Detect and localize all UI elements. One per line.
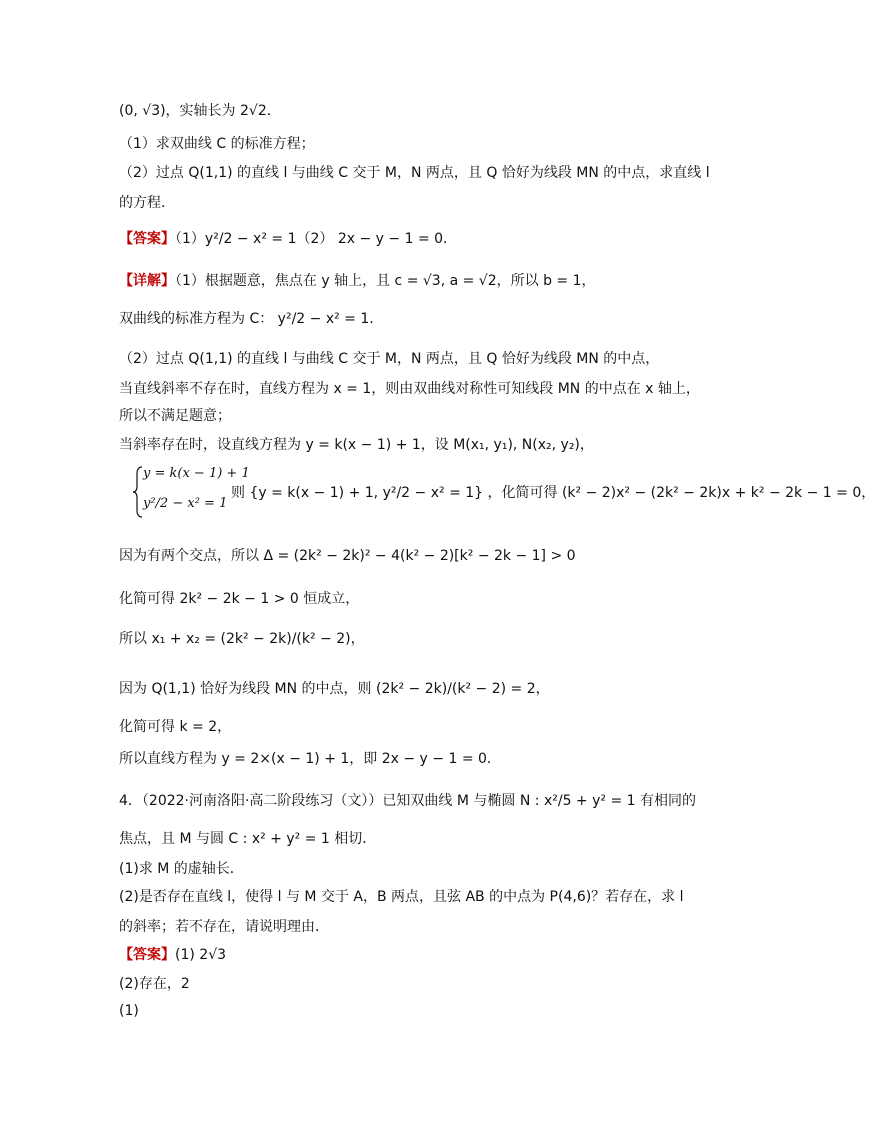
text-line-9: 当直线斜率不存在时，直线方程为 x = 1，则由双曲线对称性可知线段 MN 的中点在 x 轴上， — [119, 381, 700, 397]
answer-line-1 — [119, 230, 457, 248]
text-line-13: 因为有两个交点，所以 Δ = (2k² − 2k)² − 4(k² − 2)[k² − 2k − 1] > 0 — [119, 548, 576, 564]
text-line-2: （1）求双曲线 C 的标准方程； — [119, 136, 315, 152]
answer-content: （1）y²/2 − x² = 1（2） 2x − y − 1 = 0． — [175, 231, 458, 247]
text-line-7: 双曲线的标准方程为 C： y²/2 − x² = 1． — [119, 311, 384, 327]
text-line-15: 所以 x₁ + x₂ = (2k² − 2k)/(k² − 2)， — [119, 631, 365, 647]
detail-tag: 【详解】 — [119, 273, 175, 289]
text-line-19: 4．（2022·河南洛阳·高二阶段练习（文））已知双曲线 M 与椭圆 N : x²/5 + y² = 1 有相同的 — [119, 793, 696, 809]
text-line-3: （2）过点 Q(1,1) 的直线 l 与曲线 C 交于 M，N 两点，且 Q 恰好为线段 MN 的中点，求直线 l — [119, 165, 710, 181]
detail-line-1 — [119, 272, 596, 290]
system-eq-1: y = k(x − 1) + 1 — [143, 466, 250, 481]
system-eq-2: y²/2 − x² = 1 — [143, 496, 228, 511]
text-line-16: 因为 Q(1,1) 恰好为线段 MN 的中点，则 (2k² − 2k)/(k² − 2) = 2， — [119, 681, 550, 697]
text-line-17: 化简可得 k = 2， — [119, 719, 232, 735]
text-line-23: 的斜率；若不存在，请说明理由． — [119, 919, 329, 935]
detail-content: （1）根据题意，焦点在 y 轴上，且 c = √3, a = √2，所以 b = 1， — [175, 273, 596, 289]
answer-content-2: (1) 2√3 — [175, 947, 227, 963]
text-line-26: (1) — [119, 1003, 139, 1019]
text-line-18: 所以直线方程为 y = 2×(x − 1) + 1，即 2x − y − 1 = 0． — [119, 751, 501, 767]
text-line-25: (2)存在，2 — [119, 976, 190, 992]
text-line-12 — [119, 484, 875, 502]
text-line-14: 化简可得 2k² − 2k − 1 > 0 恒成立， — [119, 591, 360, 607]
text-line-4: 的方程． — [119, 195, 175, 211]
text-line-22: (2)是否存在直线 l，使得 l 与 M 交于 A，B 两点，且弦 AB 的中点为 P(4,6)？若存在，求 l — [119, 889, 684, 905]
text-line-11: 当斜率存在时，设直线方程为 y = k(x − 1) + 1，设 M(x₁, y₁), N(x₂, y₂)， — [119, 437, 594, 453]
text-line-21: (1)求 M 的虚轴长． — [119, 861, 244, 877]
answer-tag-2: 【答案】 — [119, 947, 175, 963]
text-line-10: 所以不满足题意； — [119, 408, 231, 424]
text-line-1: (0, √3)，实轴长为 2√2． — [119, 103, 281, 119]
text-line-8: （2）过点 Q(1,1) 的直线 l 与曲线 C 交于 M，N 两点，且 Q 恰好为线段 MN 的中点， — [119, 351, 660, 367]
answer-tag: 【答案】 — [119, 231, 175, 247]
answer-line-2 — [119, 946, 226, 964]
text-line-20: 焦点，且 M 与圆 C : x² + y² = 1 相切． — [119, 831, 377, 847]
text-line-12-content: 则 {y = k(x − 1) + 1, y²/2 − x² = 1} ，化简可得 (k² − 2)x² − (2k² − 2k)x + k² − 2k − 1 = 0， — [231, 485, 875, 501]
